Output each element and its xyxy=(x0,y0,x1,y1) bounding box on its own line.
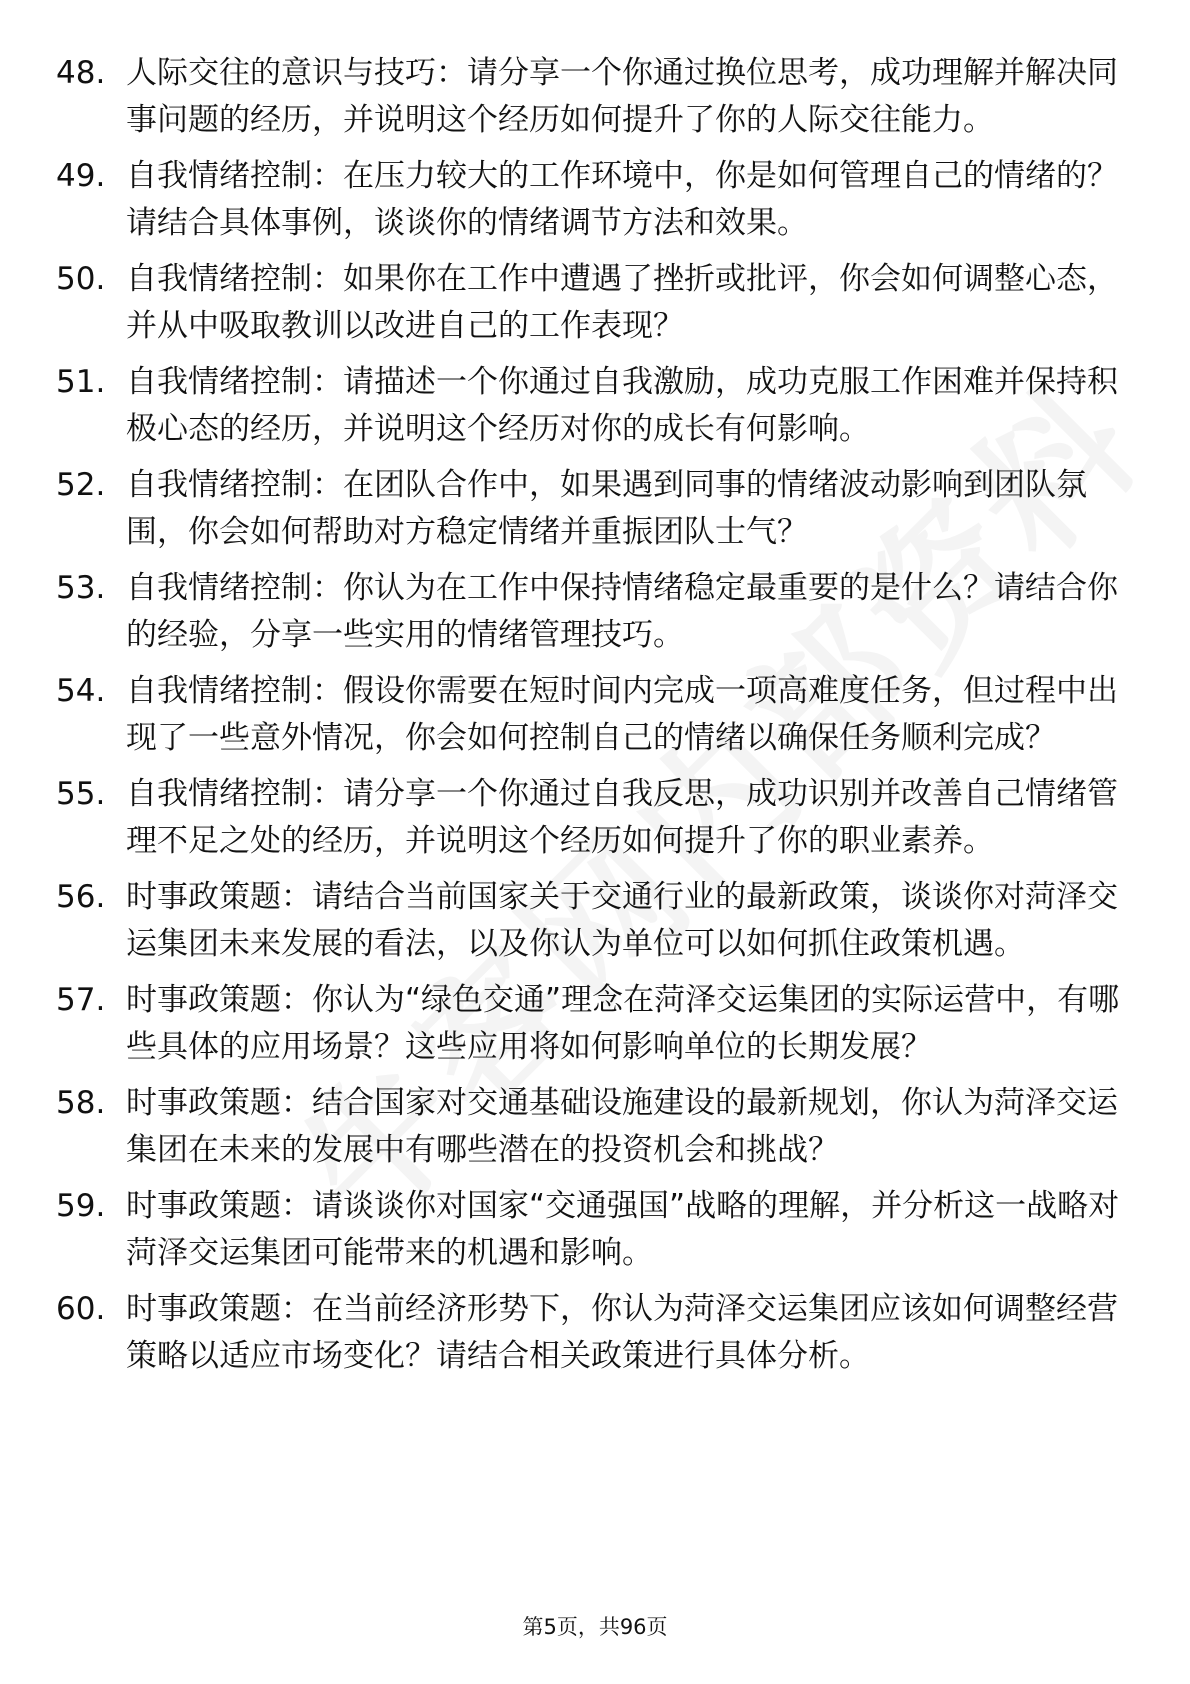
page-footer: 第5页，共96页 xyxy=(522,1615,668,1639)
question-number: 49. xyxy=(56,158,106,194)
question-text: 时事政策题：在当前经济形势下，你认为菏泽交运集团应该如何调整经营策略以适应市场变化？请结合相关政策进行具体分析。 xyxy=(126,1291,1118,1374)
question-item xyxy=(0,668,1190,762)
question-text: 时事政策题：请结合当前国家关于交通行业的最新政策，谈谈你对菏泽交运集团未来发展的看法，以及你认为单位可以如何抓住政策机遇。 xyxy=(126,879,1118,962)
question-number: 54. xyxy=(56,673,106,709)
question-item xyxy=(0,462,1190,556)
question-item xyxy=(0,1080,1190,1174)
question-text: 时事政策题：请谈谈你对国家“交通强国”战略的理解，并分析这一战略对菏泽交运集团可能带来的机遇和影响。 xyxy=(126,1188,1120,1271)
question-text: 人际交往的意识与技巧：请分享一个你通过换位思考，成功理解并解决同事问题的经历，并说明这个经历如何提升了你的人际交往能力。 xyxy=(126,55,1118,138)
question-number: 55. xyxy=(56,776,106,812)
question-item xyxy=(0,565,1190,659)
question-text: 自我情绪控制：请描述一个你通过自我激励，成功克服工作困难并保持积极心态的经历，并说明这个经历对你的成长有何影响。 xyxy=(126,364,1118,447)
question-number: 58. xyxy=(56,1085,106,1121)
question-number: 50. xyxy=(56,261,106,297)
question-number: 48. xyxy=(56,55,106,91)
question-item xyxy=(0,771,1190,865)
question-text: 时事政策题：你认为“绿色交通”理念在菏泽交运集团的实际运营中，有哪些具体的应用场景？这些应用将如何影响单位的长期发展？ xyxy=(126,982,1120,1065)
question-number: 60. xyxy=(56,1291,106,1327)
question-item xyxy=(0,1286,1190,1380)
question-item xyxy=(0,359,1190,453)
question-number: 59. xyxy=(56,1188,106,1224)
question-number: 56. xyxy=(56,879,106,915)
question-text: 自我情绪控制：你认为在工作中保持情绪稳定最重要的是什么？请结合你的经验，分享一些实用的情绪管理技巧。 xyxy=(126,570,1118,653)
question-item xyxy=(0,874,1190,968)
question-text: 自我情绪控制：在团队合作中，如果遇到同事的情绪波动影响到团队氛围，你会如何帮助对方稳定情绪并重振团队士气？ xyxy=(126,467,1087,550)
question-number: 52. xyxy=(56,467,106,503)
question-text: 自我情绪控制：假设你需要在短时间内完成一项高难度任务，但过程中出现了一些意外情况，你会如何控制自己的情绪以确保任务顺利完成？ xyxy=(126,673,1118,756)
question-number: 57. xyxy=(56,982,106,1018)
question-item xyxy=(0,50,1190,144)
question-text: 时事政策题：结合国家对交通基础设施建设的最新规划，你认为菏泽交运集团在未来的发展中有哪些潜在的投资机会和挑战？ xyxy=(126,1085,1118,1168)
question-text: 自我情绪控制：请分享一个你通过自我反思，成功识别并改善自己情绪管理不足之处的经历，并说明这个经历如何提升了你的职业素养。 xyxy=(126,776,1118,859)
question-item xyxy=(0,1183,1190,1277)
question-item xyxy=(0,977,1190,1071)
question-number: 51. xyxy=(56,364,106,400)
question-item xyxy=(0,256,1190,350)
question-text: 自我情绪控制：如果你在工作中遭遇了挫折或批评，你会如何调整心态，并从中吸取教训以改进自己的工作表现？ xyxy=(126,261,1118,344)
question-text: 自我情绪控制：在压力较大的工作环境中，你是如何管理自己的情绪的？请结合具体事例，谈谈你的情绪调节方法和效果。 xyxy=(126,158,1118,241)
question-item xyxy=(0,153,1190,247)
question-list xyxy=(0,50,1190,1389)
question-number: 53. xyxy=(56,570,106,606)
